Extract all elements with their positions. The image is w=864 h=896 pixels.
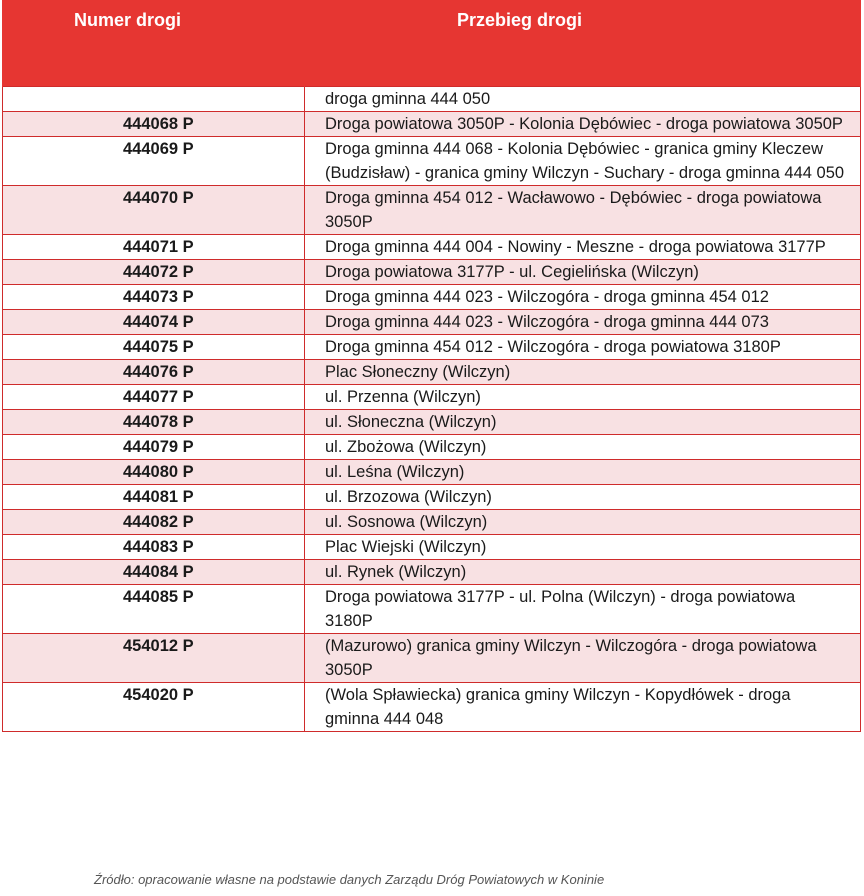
road-route-cell: Droga gminna 454 012 - Wilczogóra - droga powiatowa 3180P	[305, 335, 861, 360]
table-row	[3, 385, 861, 410]
road-number-cell: 444083 P	[3, 535, 305, 560]
road-number-cell: 444079 P	[3, 435, 305, 460]
table-row	[3, 310, 861, 335]
road-number-cell: 444074 P	[3, 310, 305, 335]
road-route-cell: Droga powiatowa 3177P - ul. Polna (Wilczyn) - droga powiatowa 3180P	[305, 585, 861, 634]
road-route-cell: Droga powiatowa 3050P - Kolonia Dębówiec - droga powiatowa 3050P	[305, 112, 861, 137]
road-route-cell: ul. Przenna (Wilczyn)	[305, 385, 861, 410]
road-number-cell: 444069 P	[3, 137, 305, 186]
road-number-cell: 444073 P	[3, 285, 305, 310]
table-row	[3, 510, 861, 535]
table-row	[3, 634, 861, 683]
road-number-cell: 444076 P	[3, 360, 305, 385]
header-road-route: Przebieg drogi	[305, 0, 861, 87]
road-number-cell: 444082 P	[3, 510, 305, 535]
road-route-cell: Plac Słoneczny (Wilczyn)	[305, 360, 861, 385]
table-row	[3, 186, 861, 235]
road-number-cell: 454012 P	[3, 634, 305, 683]
table-body	[3, 87, 861, 732]
road-number-cell: 444072 P	[3, 260, 305, 285]
road-route-cell: Droga gminna 454 012 - Wacławowo - Dębówiec - droga powiatowa 3050P	[305, 186, 861, 235]
table-row	[3, 560, 861, 585]
road-route-cell: ul. Słoneczna (Wilczyn)	[305, 410, 861, 435]
roads-table	[2, 0, 861, 732]
road-number-cell: 444068 P	[3, 112, 305, 137]
road-route-cell: ul. Leśna (Wilczyn)	[305, 460, 861, 485]
road-number-cell: 444078 P	[3, 410, 305, 435]
road-number-cell: 444080 P	[3, 460, 305, 485]
road-route-cell: ul. Rynek (Wilczyn)	[305, 560, 861, 585]
road-number-cell: 444070 P	[3, 186, 305, 235]
road-route-cell: Droga gminna 444 068 - Kolonia Dębówiec - granica gminy Kleczew (Budzisław) - granica gminy Wilczyn - Suchary - droga gminna 444 050	[305, 137, 861, 186]
table-row	[3, 435, 861, 460]
road-number-cell: 444081 P	[3, 485, 305, 510]
table-row	[3, 585, 861, 634]
road-route-cell: Droga gminna 444 004 - Nowiny - Meszne - droga powiatowa 3177P	[305, 235, 861, 260]
road-number-cell: 444071 P	[3, 235, 305, 260]
table-header-row	[3, 0, 861, 87]
road-route-cell: ul. Zbożowa (Wilczyn)	[305, 435, 861, 460]
road-number-cell	[3, 87, 305, 112]
road-route-cell: Plac Wiejski (Wilczyn)	[305, 535, 861, 560]
header-road-number: Numer drogi	[3, 0, 305, 87]
road-route-cell: (Wola Spławiecka) granica gminy Wilczyn - Kopydłówek - droga gminna 444 048	[305, 683, 861, 732]
road-route-cell: ul. Sosnowa (Wilczyn)	[305, 510, 861, 535]
table-row	[3, 137, 861, 186]
road-number-cell: 454020 P	[3, 683, 305, 732]
table-row	[3, 260, 861, 285]
road-route-cell: droga gminna 444 050	[305, 87, 861, 112]
table-row	[3, 485, 861, 510]
table-row	[3, 285, 861, 310]
table-row	[3, 460, 861, 485]
table-row	[3, 410, 861, 435]
road-route-cell: Droga gminna 444 023 - Wilczogóra - droga gminna 444 073	[305, 310, 861, 335]
road-route-cell: Droga gminna 444 023 - Wilczogóra - droga gminna 454 012	[305, 285, 861, 310]
table-row	[3, 112, 861, 137]
table-row	[3, 535, 861, 560]
road-number-cell: 444077 P	[3, 385, 305, 410]
road-route-cell: Droga powiatowa 3177P - ul. Cegielińska (Wilczyn)	[305, 260, 861, 285]
table-row	[3, 360, 861, 385]
table-row	[3, 87, 861, 112]
source-note: Źródło: opracowanie własne na podstawie danych Zarządu Dróg Powiatowych w Koninie	[94, 872, 605, 887]
table-row	[3, 335, 861, 360]
road-number-cell: 444075 P	[3, 335, 305, 360]
road-route-cell: (Mazurowo) granica gminy Wilczyn - Wilczogóra - droga powiatowa 3050P	[305, 634, 861, 683]
table-row	[3, 683, 861, 732]
road-number-cell: 444084 P	[3, 560, 305, 585]
road-route-cell: ul. Brzozowa (Wilczyn)	[305, 485, 861, 510]
table-row	[3, 235, 861, 260]
road-number-cell: 444085 P	[3, 585, 305, 634]
